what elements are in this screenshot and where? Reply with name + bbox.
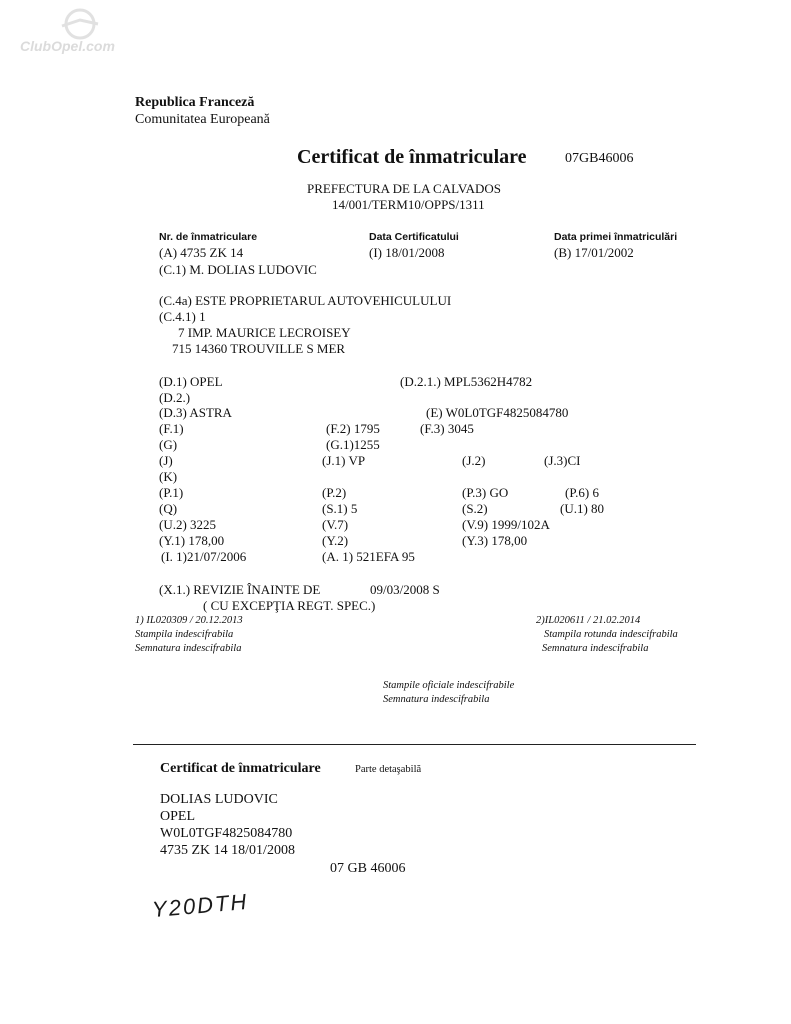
field-y2: (Y.2) (322, 533, 349, 548)
field-j2: (J.2) (462, 453, 486, 468)
field-v7: (V.7) (322, 517, 349, 532)
prefecture-ref: 14/001/TERM10/OPPS/1311 (332, 197, 485, 212)
page-title: Certificat de înmatriculare (297, 146, 527, 168)
certificate-number: 07GB46006 (565, 151, 634, 166)
stamp-right-ref: 2)IL020611 / 21.02.2014 (536, 615, 641, 626)
stamp-right-sign: Semnatura indescifrabila (542, 643, 649, 654)
field-d2: (D.2.) (159, 390, 191, 405)
stamp-center: Stampile oficiale indescifrabile (383, 680, 515, 691)
field-d21: (D.2.1.) MPL5362H4782 (400, 374, 533, 389)
detachable-make: OPEL (160, 809, 195, 824)
field-p1: (P.1) (159, 485, 184, 500)
community-name: Comunitatea Europeană (135, 112, 270, 127)
field-f1: (F.1) (159, 421, 184, 436)
inspection-label: (X.1.) REVIZIE ÎNAINTE DE (159, 582, 321, 597)
field-u2: (U.2) 3225 (159, 517, 217, 532)
field-p2: (P.2) (322, 485, 347, 500)
field-d1: (D.1) OPEL (159, 374, 223, 389)
field-f2: (F.2) 1795 (326, 421, 380, 436)
field-q: (Q) (159, 501, 178, 516)
watermark-logo (18, 6, 128, 56)
field-p6: (P.6) 6 (565, 485, 599, 500)
first-reg-date: (B) 17/01/2002 (554, 245, 634, 260)
detachable-subtitle: Parte detaşabilă (355, 764, 422, 775)
field-i1: (I. 1)21/07/2006 (161, 549, 247, 564)
owner-count: (C.4.1) 1 (159, 309, 206, 324)
detachable-cert-no: 07 GB 46006 (330, 861, 406, 876)
stamp-right-stamp: Stampila rotunda indescifrabila (544, 629, 678, 640)
detachable-vin: W0L0TGF4825084780 (160, 826, 293, 841)
field-y1: (Y.1) 178,00 (159, 533, 225, 548)
label-cert-date: Data Certificatului (369, 231, 459, 243)
label-reg-number: Nr. de înmatriculare (159, 231, 258, 243)
field-j3: (J.3)CI (544, 453, 581, 468)
field-d3: (D.3) ASTRA (159, 405, 232, 420)
field-s1: (S.1) 5 (322, 501, 358, 516)
holder-name: (C.1) M. DOLIAS LUDOVIC (159, 262, 317, 277)
detachable-reg: 4735 ZK 14 18/01/2008 (160, 843, 295, 858)
watermark-text: ClubOpel.com (20, 38, 115, 54)
stamp-center-sign: Semnatura indescifrabila (383, 694, 490, 705)
field-e: (E) W0L0TGF4825084780 (426, 405, 569, 420)
detachable-name: DOLIAS LUDOVIC (160, 792, 278, 807)
owner-street: 7 IMP. MAURICE LECROISEY (178, 325, 351, 340)
owner-status: (C.4a) ESTE PROPRIETARUL AUTOVEHICULULUI (159, 293, 452, 308)
field-j: (J) (159, 453, 173, 468)
field-g1: (G.1)1255 (326, 437, 380, 452)
field-p3: (P.3) GO (462, 485, 509, 500)
field-v9: (V.9) 1999/102A (462, 517, 550, 532)
inspection-note: ( CU EXCEPŢIA REGT. SPEC.) (203, 598, 376, 613)
country-name: Republica Franceză (135, 95, 255, 110)
inspection-date: 09/03/2008 S (370, 582, 440, 597)
handwritten-note (151, 888, 252, 933)
field-y3: (Y.3) 178,00 (462, 533, 528, 548)
handwritten-text: Y20DTH (151, 888, 250, 923)
field-f3: (F.3) 3045 (420, 421, 474, 436)
stamp-left-sign: Semnatura indescifrabila (135, 643, 242, 654)
field-u1: (U.1) 80 (560, 501, 605, 516)
stamp-left-ref: 1) IL020309 / 20.12.2013 (135, 615, 243, 626)
prefecture-name: PREFECTURA DE LA CALVADOS (307, 181, 501, 196)
field-s2: (S.2) (462, 501, 488, 516)
detachable-title: Certificat de înmatriculare (160, 761, 321, 776)
field-k: (K) (159, 469, 178, 484)
field-g: (G) (159, 437, 178, 452)
divider-line (133, 744, 696, 745)
cert-date: (I) 18/01/2008 (369, 245, 445, 260)
owner-city: 715 14360 TROUVILLE S MER (172, 341, 346, 356)
field-a1: (A. 1) 521EFA 95 (322, 549, 415, 564)
reg-number: (A) 4735 ZK 14 (159, 245, 244, 260)
field-j1: (J.1) VP (322, 453, 366, 468)
stamp-left-stamp: Stampila indescifrabila (135, 629, 234, 640)
label-first-reg: Data primei înmatriculări (554, 231, 678, 243)
